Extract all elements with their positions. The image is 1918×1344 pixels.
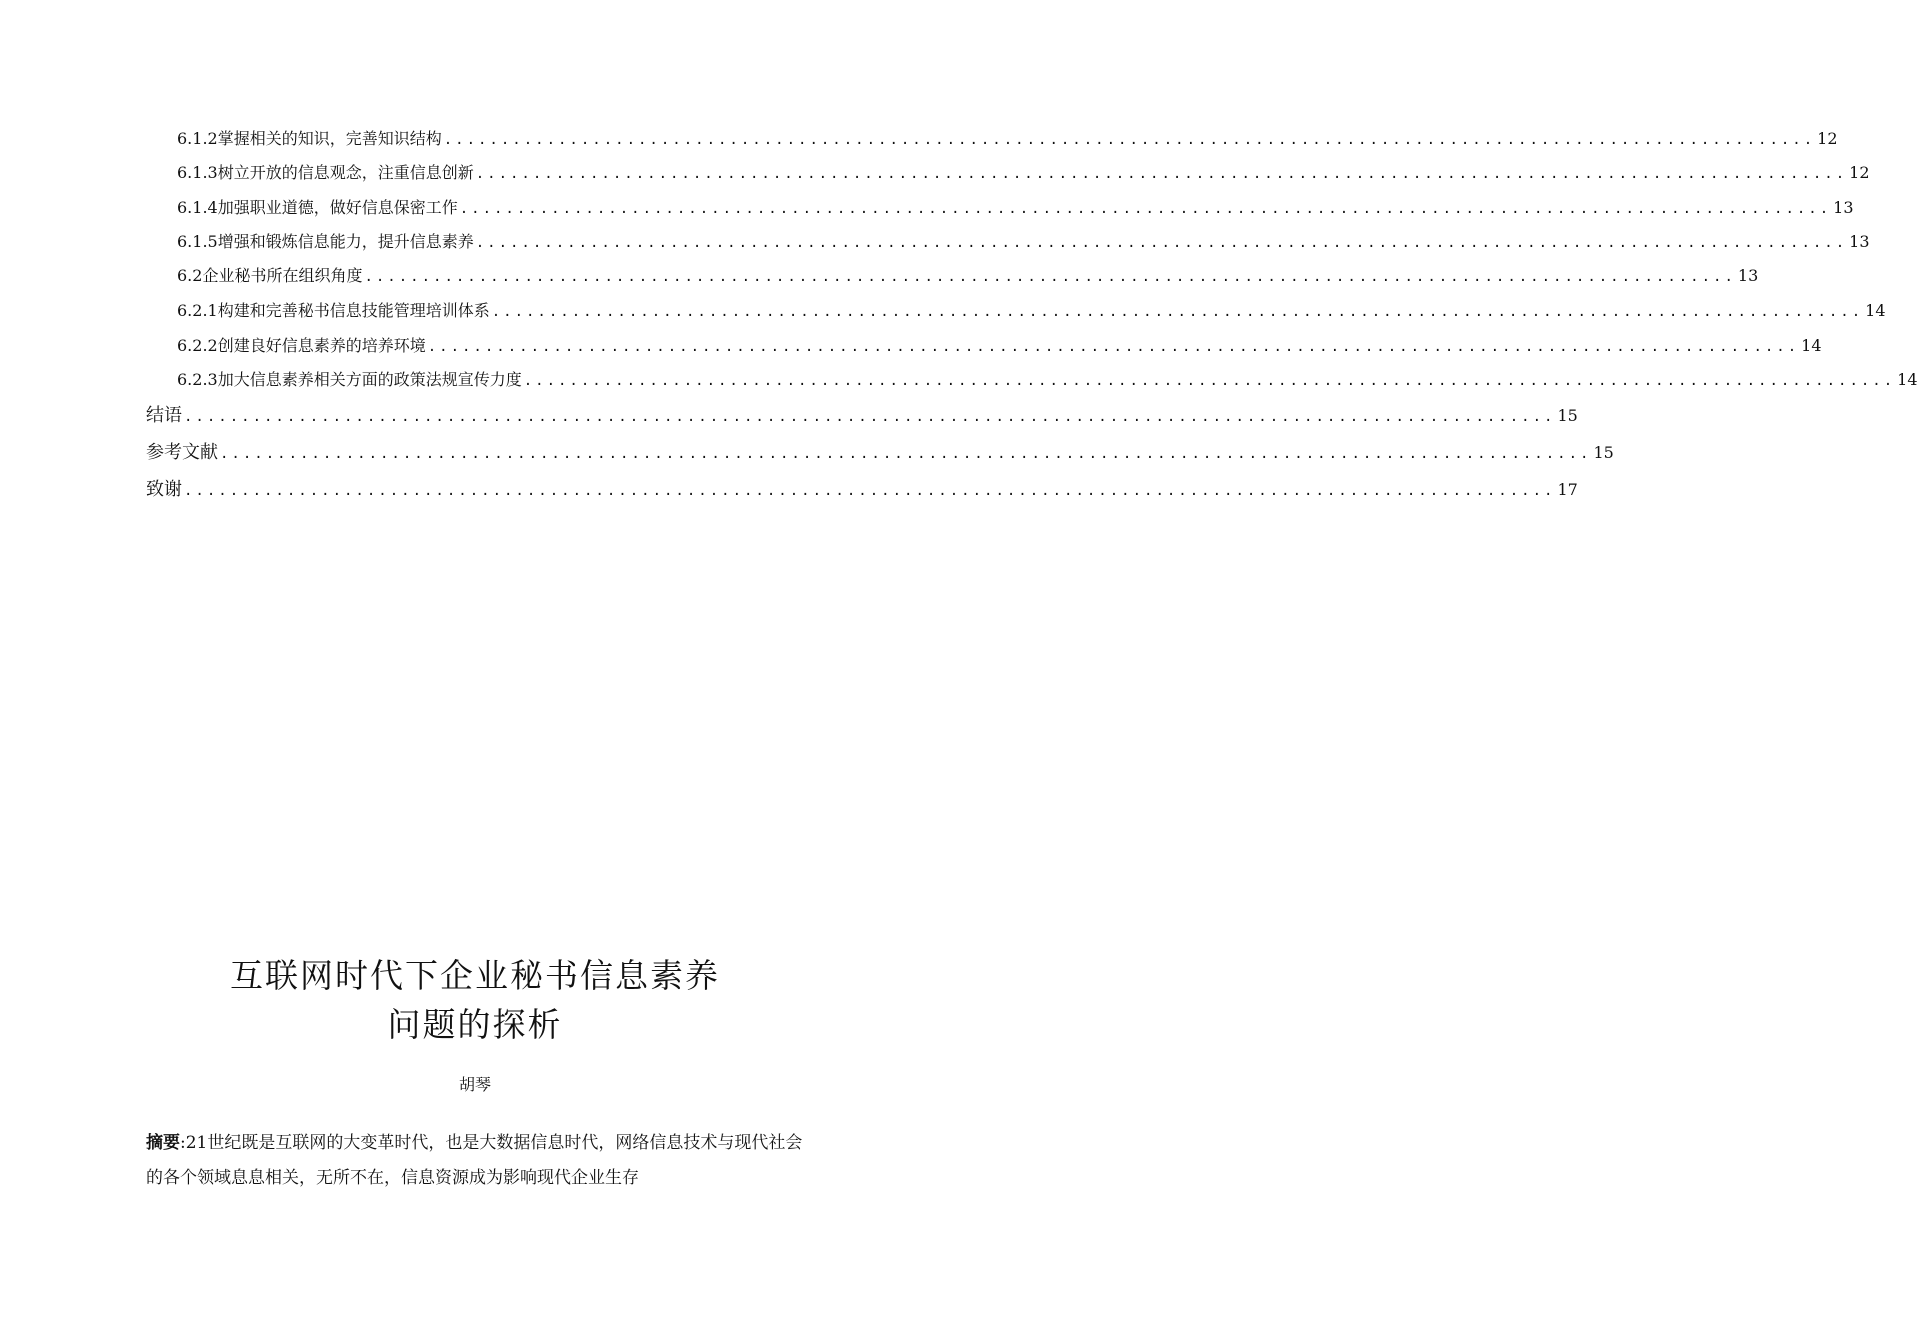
abstract-text: :21世纪既是互联网的大变革时代，也是大数据信息时代，网络信息技术与现代社会的各个领域息息相关，无所不在，信息资源成为影响现代企业生存 bbox=[146, 1133, 803, 1188]
abstract-label: 摘要 bbox=[146, 1133, 180, 1153]
abstract-paragraph bbox=[146, 1126, 806, 1196]
toc-entry-label: 6.2企业秘书所在组织角度 bbox=[177, 266, 363, 285]
toc-entry[interactable] bbox=[0, 367, 1918, 393]
toc-entry[interactable] bbox=[0, 195, 1854, 221]
toc-leader: ........................................................................................................................ bbox=[220, 446, 1592, 462]
toc-entry-page: 13 bbox=[1849, 232, 1870, 251]
toc-entry-label: 6.1.4加强职业道德，做好信息保密工作 bbox=[177, 198, 458, 217]
paper-title-line-2: 问题的探析 bbox=[387, 1005, 563, 1044]
toc-entry-page: 15 bbox=[1557, 406, 1578, 425]
toc-entry-label: 6.1.5增强和锻炼信息能力，提升信息素养 bbox=[177, 232, 474, 251]
toc-leader: ........................................................................................................................ bbox=[475, 166, 1848, 182]
paper-author: 胡琴 bbox=[458, 1075, 491, 1094]
toc-entry-page: 13 bbox=[1833, 198, 1854, 217]
toc-entry[interactable] bbox=[0, 333, 1822, 359]
toc-entry-label: 6.2.1构建和完善秘书信息技能管理培训体系 bbox=[177, 301, 490, 320]
paper-title-line-1: 互联网时代下企业秘书信息素养 bbox=[230, 956, 720, 995]
toc-entry-label: 结语 bbox=[146, 405, 182, 426]
toc-entry-page: 14 bbox=[1801, 336, 1822, 355]
toc-entry-label: 6.1.2掌握相关的知识，完善知识结构 bbox=[177, 129, 442, 148]
toc-entry[interactable] bbox=[0, 401, 1578, 427]
toc-entry-label: 参考文献 bbox=[146, 442, 218, 463]
toc-leader: ........................................................................................................................ bbox=[523, 373, 1896, 389]
toc-entry[interactable] bbox=[0, 229, 1870, 255]
toc-entry[interactable] bbox=[0, 160, 1870, 186]
toc-entry[interactable] bbox=[0, 298, 1886, 324]
toc-leader: ........................................................................................................................ bbox=[443, 132, 1816, 148]
toc-entry-page: 14 bbox=[1897, 370, 1918, 389]
toc-entry-page: 12 bbox=[1817, 129, 1838, 148]
toc-entry[interactable] bbox=[0, 263, 1759, 289]
toc-leader: ........................................................................................................................ bbox=[364, 269, 1736, 285]
toc-leader: ........................................................................................................................ bbox=[459, 201, 1832, 217]
toc-entry-page: 17 bbox=[1557, 480, 1578, 499]
toc-leader: ........................................................................................................................ bbox=[491, 304, 1864, 320]
toc-leader: ........................................................................................................................ bbox=[184, 483, 1556, 499]
toc-leader: ........................................................................................................................ bbox=[475, 235, 1848, 251]
toc-entry-label: 6.2.2创建良好信息素养的培养环境 bbox=[177, 336, 426, 355]
toc-entry-page: 12 bbox=[1849, 163, 1870, 182]
toc-entry[interactable] bbox=[0, 438, 1614, 464]
toc-entry-page: 15 bbox=[1593, 443, 1614, 462]
toc-entry-page: 14 bbox=[1865, 301, 1886, 320]
toc-leader: ........................................................................................................................ bbox=[427, 339, 1800, 355]
toc-entry-label: 致谢 bbox=[146, 479, 182, 500]
toc-entry-page: 13 bbox=[1737, 266, 1759, 285]
toc-entry-label: 6.2.3加大信息素养相关方面的政策法规宣传力度 bbox=[177, 370, 522, 389]
toc-leader: ........................................................................................................................ bbox=[184, 409, 1556, 425]
toc-entry-label: 6.1.3树立开放的信息观念，注重信息创新 bbox=[177, 163, 474, 182]
toc-entry[interactable] bbox=[0, 126, 1838, 152]
toc-entry[interactable] bbox=[0, 475, 1578, 501]
